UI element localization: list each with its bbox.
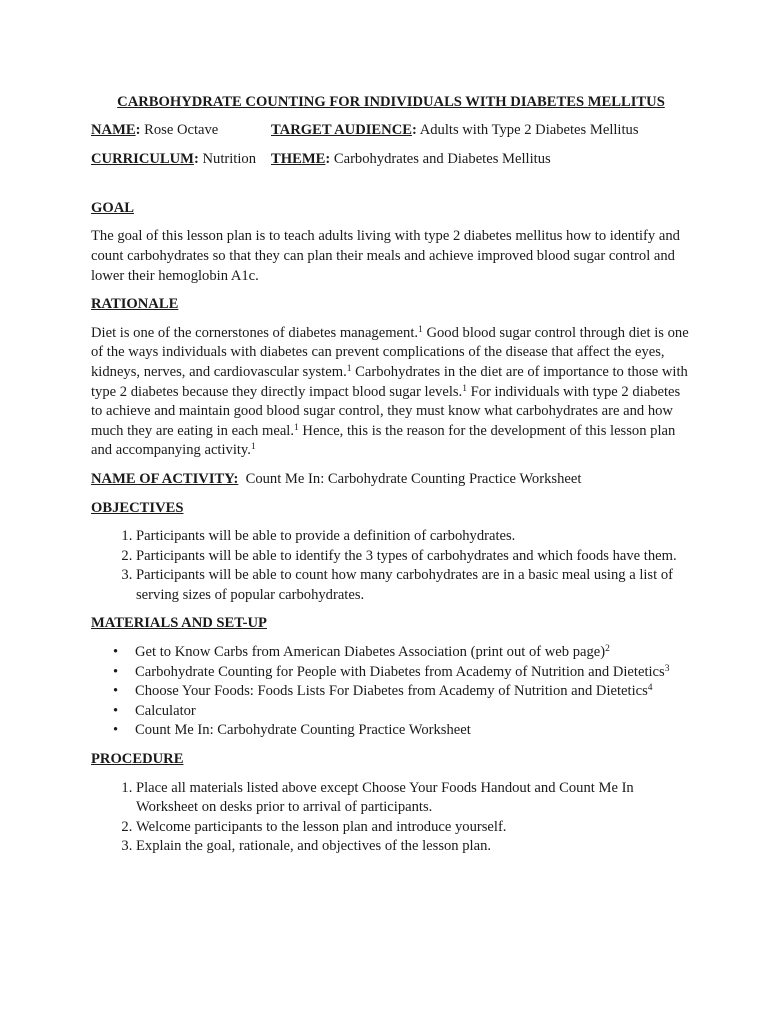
name-label: NAME xyxy=(91,121,136,138)
material-text: Carbohydrate Counting for People with Diabetes from Academy of Nutrition and Dietetics xyxy=(135,663,665,680)
meta-name xyxy=(91,121,271,141)
bullet-icon: • xyxy=(113,702,119,719)
list-item: 3. Participants will be able to count how many carbohydrates are in a basic meal using a list of serving sizes of popular carbohydrates. xyxy=(136,566,691,605)
procedure-heading: PROCEDURE xyxy=(91,751,184,768)
footnote-ref: 1 xyxy=(346,363,352,374)
objectives-list xyxy=(91,527,691,605)
bullet-icon: • xyxy=(113,683,119,700)
list-item xyxy=(113,663,691,683)
meta-theme xyxy=(271,150,551,170)
meta-audience xyxy=(271,121,639,141)
theme-colon: : xyxy=(325,151,331,168)
theme-label: THEME xyxy=(271,151,326,168)
list-item: 2. Participants will be able to identify the 3 types of carbohydrates and which foods have them. xyxy=(136,547,691,567)
procedure-list xyxy=(91,779,691,857)
audience-label: TARGET AUDIENCE xyxy=(271,121,412,138)
objectives-heading: OBJECTIVES xyxy=(91,499,184,516)
list-item xyxy=(113,682,691,702)
list-item: 1. Participants will be able to provide a definition of carbohydrates. xyxy=(136,527,691,547)
rationale-part: Carbohydrates in the diet are of importance to those with type 2 diabetes because they directly impact blood sugar levels. xyxy=(91,363,688,400)
theme-value: Carbohydrates and Diabetes Mellitus xyxy=(330,151,551,168)
curriculum-value: Nutrition xyxy=(198,151,257,168)
material-text: Calculator xyxy=(135,702,196,719)
meta-row-curriculum-theme xyxy=(91,150,691,170)
material-text: Get to Know Carbs from American Diabetes Association (print out of web page) xyxy=(135,644,606,661)
goal-text: The goal of this lesson plan is to teach adults living with type 2 diabetes mellitus how to identify and count carbohydrates so that they can plan their meals and achieve improved blood sugar control and lower their hemoglobin A1c. xyxy=(91,228,680,284)
list-item: 2. Welcome participants to the lesson plan and introduce yourself. xyxy=(136,818,691,838)
footnote-ref: 1 xyxy=(418,324,423,335)
materials-list xyxy=(91,643,691,741)
list-item: 1. Place all materials listed above except Choose Your Foods Handout and Count Me In Worksheet on desks prior to arrival of participants. xyxy=(136,779,691,818)
footnote-ref: 1 xyxy=(250,442,256,453)
rationale-text xyxy=(91,324,691,461)
list-item xyxy=(113,643,691,663)
footnote-ref: 2 xyxy=(605,644,610,655)
bullet-icon: • xyxy=(113,722,119,739)
name-value: Rose Octave xyxy=(140,121,219,138)
audience-value: Adults with Type 2 Diabetes Mellitus xyxy=(416,121,639,138)
rationale-part: Diet is one of the cornerstones of diabetes management. xyxy=(91,324,419,341)
materials-heading: MATERIALS AND SET-UP xyxy=(91,615,267,632)
footnote-ref: 3 xyxy=(664,663,670,674)
list-item xyxy=(113,721,691,741)
rationale-part: For individuals with type 2 diabetes to achieve and maintain good blood sugar control, they must know what carbohydrates are and how much they are eating in each meal. xyxy=(91,383,681,439)
activity-line xyxy=(91,470,691,490)
list-item: 3. Explain the goal, rationale, and objectives of the lesson plan. xyxy=(136,837,691,857)
rationale-part: Hence, this is the reason for the development of this lesson plan and accompanying activity. xyxy=(91,422,676,459)
footnote-ref: 1 xyxy=(294,422,299,433)
curriculum-colon: : xyxy=(193,151,199,168)
activity-value: Count Me In: Carbohydrate Counting Practice Worksheet xyxy=(238,470,582,487)
goal-heading: GOAL xyxy=(91,199,134,216)
name-colon: : xyxy=(135,121,141,138)
material-text: Count Me In: Carbohydrate Counting Practice Worksheet xyxy=(135,722,471,739)
audience-colon: : xyxy=(411,121,417,138)
material-text: Choose Your Foods: Foods Lists For Diabetes from Academy of Nutrition and Dietetics xyxy=(135,683,648,700)
lesson-plan-page xyxy=(91,93,691,866)
document-title: CARBOHYDRATE COUNTING FOR INDIVIDUALS WITH DIABETES MELLITUS xyxy=(117,94,665,110)
rationale-part: Good blood sugar control through diet is one of the ways individuals with diabetes can prevent complications of the disease that affect the eyes, kidneys, nerves, and cardiovascular system. xyxy=(91,324,689,380)
meta-row-name-audience xyxy=(91,121,691,141)
activity-label: NAME OF ACTIVITY: xyxy=(91,470,239,487)
curriculum-label: CURRICULUM xyxy=(91,151,194,168)
rationale-heading: RATIONALE xyxy=(91,296,179,313)
footnote-ref: 1 xyxy=(462,383,467,394)
bullet-icon: • xyxy=(113,663,119,680)
meta-curriculum xyxy=(91,150,271,170)
bullet-icon: • xyxy=(113,644,119,661)
list-item xyxy=(113,702,691,722)
footnote-ref: 4 xyxy=(647,683,653,694)
